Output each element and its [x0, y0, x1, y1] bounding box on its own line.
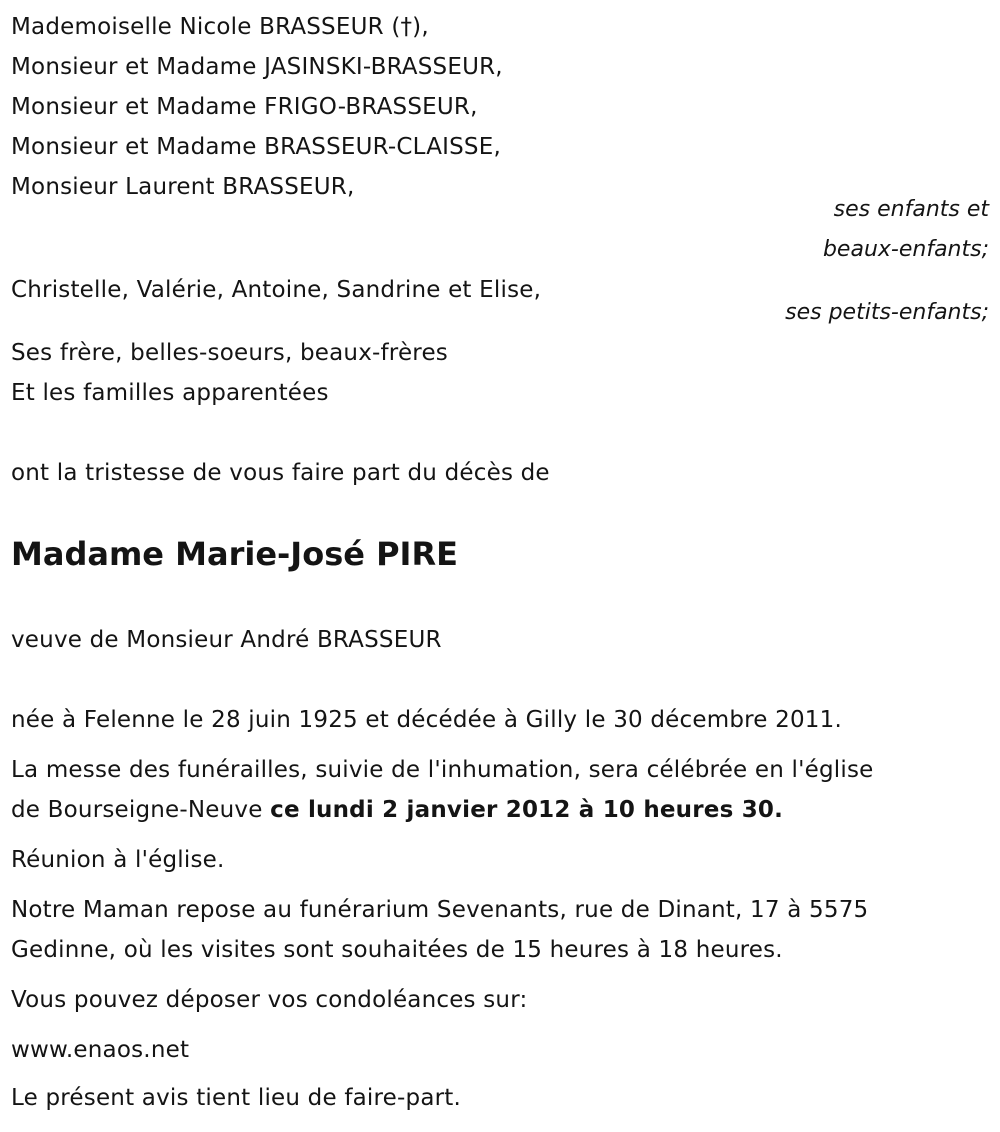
deceased-name: Madame Marie-José PIRE — [11, 535, 458, 573]
family-line-2: Monsieur et Madame JASINSKI-BRASSEUR, — [11, 54, 503, 80]
condolences-website-link[interactable]: www.enaos.net — [11, 1037, 190, 1063]
footer-note: Le présent avis tient lieu de faire-part. — [11, 1085, 462, 1111]
family-line-4: Monsieur et Madame BRASSEUR-CLAISSE, — [11, 134, 501, 160]
siblings-line: Ses frère, belles-soeurs, beaux-frères — [11, 340, 448, 366]
funeral-date-time: ce lundi 2 janvier 2012 à 10 heures 30. — [270, 797, 784, 823]
grandchildren-role: ses petits-enfants; — [785, 300, 989, 325]
announcement-line: ont la tristesse de vous faire part du décès de — [11, 460, 550, 486]
visitation-line-2: Gedinne, où les visites sont souhaitées de 15 heures à 18 heures. — [11, 937, 783, 963]
funeral-location: de Bourseigne-Neuve — [11, 797, 271, 823]
meeting-line: Réunion à l'église. — [11, 847, 225, 873]
children-role-line-2: beaux-enfants; — [822, 237, 989, 262]
condolences-line: Vous pouvez déposer vos condoléances sur: — [11, 987, 528, 1013]
family-line-3: Monsieur et Madame FRIGO-BRASSEUR, — [11, 94, 478, 120]
grandchildren-names: Christelle, Valérie, Antoine, Sandrine et Elise, — [11, 277, 542, 303]
children-role-line-1: ses enfants et — [833, 197, 989, 222]
visitation-line-1: Notre Maman repose au funérarium Sevenants, rue de Dinant, 17 à 5575 — [11, 897, 869, 923]
funeral-line-1: La messe des funérailles, suivie de l'inhumation, sera célébrée en l'église — [11, 757, 874, 783]
relatives-line: Et les familles apparentées — [11, 380, 329, 406]
birth-death-line: née à Felenne le 28 juin 1925 et décédée à Gilly le 30 décembre 2011. — [11, 707, 842, 733]
family-line-1: Mademoiselle Nicole BRASSEUR (†), — [11, 14, 429, 40]
funeral-line-2 — [11, 796, 783, 824]
family-line-5: Monsieur Laurent BRASSEUR, — [11, 174, 355, 200]
widow-of-line: veuve de Monsieur André BRASSEUR — [11, 627, 442, 653]
